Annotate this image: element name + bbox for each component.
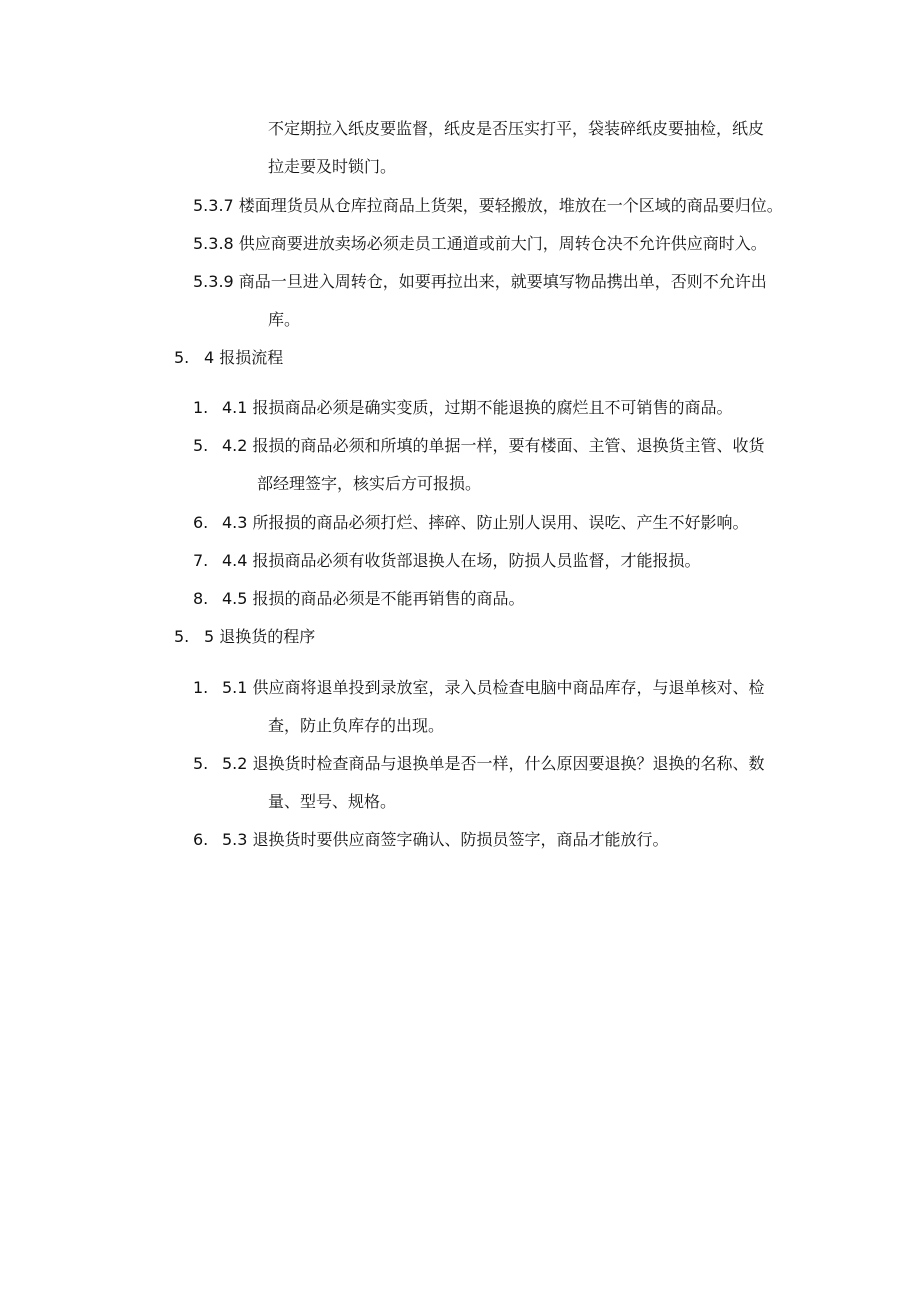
paragraph-line: 不定期拉入纸皮要监督，纸皮是否压实打平，袋装碎纸皮要抽检，纸皮 [268,119,765,138]
clause-5-3-9: 5.3.9 商品一旦进入周转仓，如要再拉出来，就要填写物品携出单，否则不允许出 [193,272,767,291]
list-item-5-3 [193,830,669,850]
clause-5-3-7: 5.3.7 楼面理货员从仓库拉商品上货架，要轻搬放，堆放在一个区域的商品要归位。 [193,196,783,215]
list-item-5-1-continuation: 查，防止负库存的出现。 [268,716,445,735]
list-number: 7. [193,551,209,570]
list-item-5-2-continuation: 量、型号、规格。 [268,792,397,811]
list-text: 4.4 报损商品必须有收货部退换人在场，防损人员监督，才能报损。 [222,551,701,570]
section-number: 5. [174,348,190,367]
list-item-4-2-continuation: 部经理签字，核实后方可报损。 [257,474,482,493]
list-number: 6. [193,830,209,849]
section-title: 4 报损流程 [204,348,284,367]
list-text: 4.3 所报损的商品必须打烂、摔碎、防止别人误用、误吃、产生不好影响。 [222,513,749,532]
list-text: 5.3 退换货时要供应商签字确认、防损员签字，商品才能放行。 [222,830,669,849]
list-text: 5.2 退换货时检查商品与退换单是否一样，什么原因要退换？退换的名称、数 [222,754,765,773]
list-number: 5. [193,754,209,773]
list-number: 6. [193,513,209,532]
list-item-4-1 [193,398,733,418]
list-text: 4.2 报损的商品必须和所填的单据一样，要有楼面、主管、退换货主管、收货 [222,436,765,455]
section-number: 5. [174,627,190,646]
list-number: 5. [193,436,209,455]
list-text: 4.5 报损的商品必须是不能再销售的商品。 [222,589,525,608]
list-item-4-3 [193,513,749,533]
list-item-5-1 [193,678,765,698]
list-text: 4.1 报损商品必须是确实变质，过期不能退换的腐烂且不可销售的商品。 [222,398,733,417]
clause-5-3-9-continuation: 库。 [268,310,301,329]
list-number: 1. [193,678,209,697]
clause-5-3-8: 5.3.8 供应商要进放卖场必须走员工通道或前大门，周转仓决不允许供应商时入。 [193,234,767,253]
list-item-4-4 [193,551,701,571]
section-heading-5-5 [174,627,315,647]
paragraph-line: 拉走要及时锁门。 [268,157,397,176]
list-item-4-5 [193,589,525,609]
list-number: 1. [193,398,209,417]
list-text: 5.1 供应商将退单投到录放室，录入员检查电脑中商品库存，与退单核对、检 [222,678,765,697]
list-number: 8. [193,589,209,608]
list-item-5-2 [193,754,765,774]
section-heading-5-4 [174,348,283,368]
list-item-4-2 [193,436,765,456]
section-title: 5 退换货的程序 [204,627,316,646]
